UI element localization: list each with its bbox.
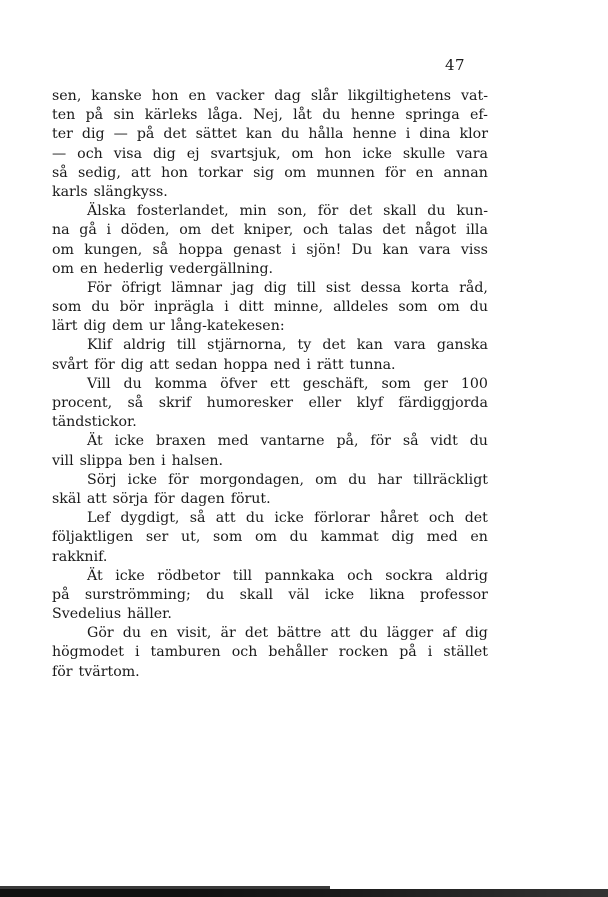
text-line: rakknif. — [52, 548, 108, 565]
text-line: lärt dig dem ur lång-katekesen: — [52, 318, 285, 335]
page-number: 47 — [445, 56, 466, 74]
text-line: om en hederlig vedergällning. — [52, 260, 274, 277]
text-line: högmodet i tamburen och behåller rocken på i stället — [52, 644, 488, 661]
text-line: vill slippa ben i halsen. — [52, 452, 224, 469]
text-line: för tvärtom. — [52, 663, 140, 680]
text-line: följaktligen ser ut, som om du kammat dig med en — [52, 529, 488, 546]
text-line: på surströmming; du skall väl icke likna professor — [52, 586, 488, 603]
text-line: svårt för dig att sedan hoppa ned i rätt tunna. — [52, 356, 396, 373]
text-line: Ät icke rödbetor till pannkaka och sockra aldrig — [87, 567, 488, 584]
text-line: om kungen, så hoppa genast i sjön! Du kan vara viss — [52, 241, 488, 258]
text-line: na gå i döden, om det kniper, och talas det något illa — [52, 222, 488, 239]
text-line: Sörj icke för morgondagen, om du har tillräckligt — [87, 471, 488, 488]
body-text — [52, 87, 488, 682]
text-line: Svedelius häller. — [52, 606, 172, 623]
text-line: Gör du en visit, är det bättre att du lägger af dig — [87, 625, 488, 642]
text-line: ten på sin kärleks låga. Nej, låt du henne springa ef- — [52, 107, 488, 124]
text-line: Vill du komma öfver ett geschäft, som ger 100 — [87, 375, 488, 392]
text-line: Klif aldrig till stjärnorna, ty det kan vara ganska — [87, 337, 488, 354]
text-line: karls slängkyss. — [52, 183, 168, 200]
text-line: skäl att sörja för dagen förut. — [52, 490, 271, 507]
text-line: — och visa dig ej svartsjuk, om hon icke skulle vara — [52, 145, 488, 162]
text-line: ter dig — på det sättet kan du hålla henne i dina klor — [52, 126, 488, 143]
text-line: Älska fosterlandet, min son, för det skall du kun- — [87, 203, 488, 220]
text-line: Lef dygdigt, så att du icke förlorar håret och det — [87, 510, 488, 527]
text-line: tändstickor. — [52, 414, 137, 431]
text-line: sen, kanske hon en vacker dag slår likgiltighetens vat- — [52, 88, 488, 104]
text-line: så sedig, att hon torkar sig om munnen för en annan — [52, 164, 488, 181]
bottom-edge — [0, 889, 608, 897]
text-line: Ät icke braxen med vantarne på, för så vidt du — [87, 433, 488, 450]
text-line: procent, så skrif humoresker eller klyf färdiggjorda — [52, 395, 488, 411]
text-line: För öfrigt lämnar jag dig till sist dessa korta råd, — [87, 279, 488, 296]
text-line: som du bör inprägla i ditt minne, alldeles som om du — [52, 299, 488, 316]
